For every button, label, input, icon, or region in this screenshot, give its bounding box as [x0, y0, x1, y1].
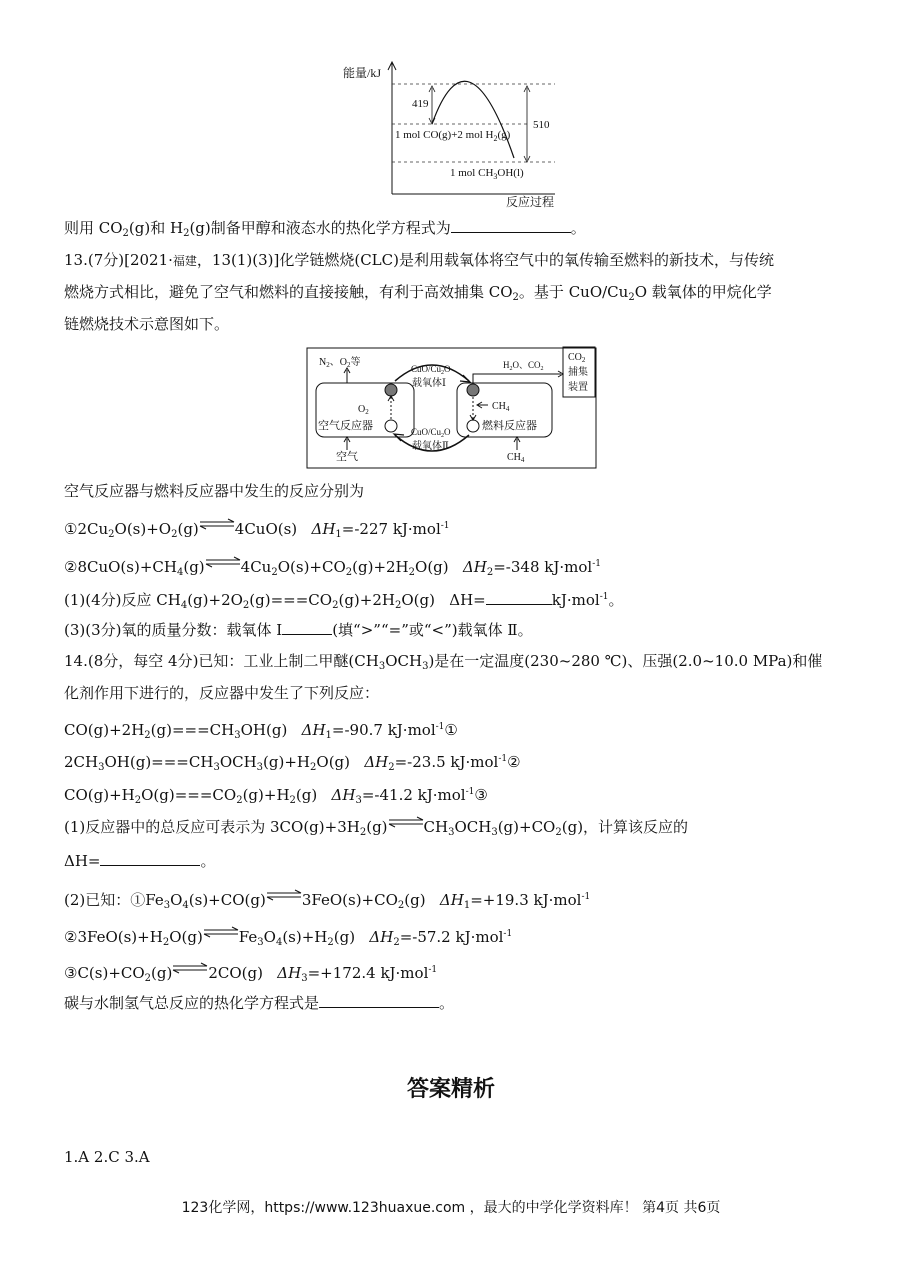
reactants-label: 1 mol CO(g)+2 mol $H_2(g)$	[395, 129, 511, 143]
reaction-1: $①2Cu_2O(s)+O_2(g)$ 4CuO(s) $\Delta H_1=-227$ kJ·mol$^{-1}$	[64, 520, 450, 540]
task-5: 碳与水制氢气总反应的热化学方程式是 。	[64, 991, 454, 1014]
value-510: 510	[533, 119, 550, 131]
energy-diagram	[0, 0, 902, 215]
energy-curve	[432, 81, 514, 158]
reactions-intro: 空气反应器与燃料反应器中发生的反应分别为	[64, 482, 365, 500]
n2-o2-label: $N_2$、$O_2$等	[319, 357, 361, 369]
answer-blank[interactable]	[451, 216, 571, 233]
page-footer: 123化学网，https://www.123huaxue.com ，最大的中学化学资料库！ 第4页 共6页	[181, 1200, 721, 1216]
question-13-line-3: 链燃烧技术示意图如下。	[64, 315, 230, 333]
question-13-line-2: 燃烧方式相比，避免了空气和燃料的直接接触，有利于高效捕集 $CO_2$。基于 CuO/$Cu_2O$ 载氧体的甲烷化学	[64, 283, 772, 303]
reaction-2: $②8CuO(s)+CH_4(g)$ $4Cu_2O(s)+CO_2(g)+2H_2O(g)$ $\Delta H_2=-348$ kJ·mol$^{-1}$	[64, 558, 601, 578]
line-1: 则用 $CO_2(g)$和 $H_2(g)$制备甲醇和液态水的热化学方程式为 。	[64, 216, 586, 245]
equilibrium-arrow-icon	[172, 962, 208, 974]
air-label: 空气	[336, 451, 358, 463]
reduced-carrier-right	[467, 420, 479, 432]
o2-label: $O_2$	[358, 404, 369, 416]
part-1: (1)(4分)反应 $CH_4(g)+2O_2(g)===CO_2(g)+2H_2O(g)$ ΔH= kJ·mol$^{-1}$。	[64, 586, 623, 617]
ch4-feed-label: $CH_4$	[507, 452, 525, 464]
task-4: $③C(s)+CO_2(g)$ 2CO(g) $\Delta H_3=+172.4$ kJ·mol$^{-1}$	[64, 964, 438, 984]
question-14: 14.(8分，每空 4分)已知：工业上制二甲醚$(CH_3OCH_3)$是在一定温度(230~280 ℃)、压强(2.0~10.0 MPa)和催	[64, 652, 823, 672]
equilibrium-arrow-icon	[199, 518, 235, 530]
equilibrium-arrow-icon	[205, 556, 241, 568]
equation-2: $2CH_3OH(g)===CH_3OCH_3(g)+H_2O(g)$ $\Delta H_2=-23.5$ kJ·mol$^{-1}$②	[64, 753, 521, 773]
question-14-line-2: 化剂作用下进行的，反应器中发生了下列反应：	[64, 684, 380, 702]
answer-heading: 答案精析	[406, 1077, 495, 1102]
carrier-2-name: 载氧体Ⅱ	[412, 441, 449, 452]
value-419: 419	[412, 98, 429, 110]
x-axis-label: 反应过程	[506, 195, 555, 209]
air-reactor-label: 空气反应器	[318, 420, 373, 432]
task-3: $②3FeO(s)+H_2O(g)$ $Fe_3O_4(s)+H_2(g)$ $\Delta H_2=-57.2$ kJ·mol$^{-1}$	[64, 928, 513, 948]
carrier-2-formula: CuO/$Cu_2O$	[411, 427, 451, 439]
part-3: (3)(3分)氧的质量分数：载氧体 Ⅰ (填“>”“=”或“<”)载氧体 Ⅱ。	[64, 618, 533, 641]
capture-line-2: 捕集	[568, 367, 588, 378]
task-2: (2)已知：$①Fe_3O_4(s)+CO(g)$ $3FeO(s)+CO_2(g)$ $\Delta H_1=+19.3$ kJ·mol$^{-1}$	[64, 891, 591, 911]
equilibrium-arrow-icon	[388, 816, 424, 828]
oxidized-carrier-right	[467, 384, 479, 396]
product-label: 1 mol $CH_3OH(l)$	[450, 167, 524, 181]
equation-1: $CO(g)+2H_2(g)===CH_3OH(g)$ $\Delta H_1=-90.7$ kJ·mol$^{-1}$①	[64, 721, 458, 741]
products-label: $H_2O$、$CO_2$	[503, 360, 544, 372]
capture-line-1: $CO_2$	[568, 352, 586, 364]
answer-blank[interactable]	[100, 849, 200, 866]
equation-3: $CO(g)+H_2O(g)===CO_2(g)+H_2(g)$ $\Delta H_3=-41.2$ kJ·mol$^{-1}$③	[64, 786, 488, 806]
carrier-1-formula: CuO/$Cu_2O$	[411, 364, 451, 376]
fuel-reactor-label: 燃料反应器	[482, 420, 537, 432]
equilibrium-arrow-icon	[266, 889, 302, 901]
task-1: (1)反应器中的总反应可表示为 $3CO(g)+3H_2(g)$ $CH_3OCH_3(g)+CO_2(g)$，计算该反应的	[64, 818, 689, 838]
task-1-line-2: ΔH= 。	[64, 849, 216, 872]
carrier-1-name: 载氧体Ⅰ	[412, 378, 446, 389]
capture-line-3: 装置	[568, 382, 588, 393]
answer-blank[interactable]	[282, 618, 332, 635]
question-13: 13.(7分)[2021·福建，13(1)(3)]化学链燃烧(CLC)是利用载氧体将空气中的氧传输至燃料的新技术，与传统	[64, 251, 774, 269]
ch4-inner-label: $CH_4$	[492, 401, 510, 413]
reduced-carrier-left	[385, 420, 397, 432]
oxidized-carrier-left	[385, 384, 397, 396]
answer-blank[interactable]	[319, 991, 439, 1008]
answer-list: 1.A 2.C 3.A	[64, 1148, 150, 1166]
answer-blank[interactable]	[486, 588, 552, 605]
clc-diagram	[0, 343, 902, 473]
equilibrium-arrow-icon	[203, 926, 239, 938]
energy-axis-label: 能量/kJ	[343, 66, 382, 80]
